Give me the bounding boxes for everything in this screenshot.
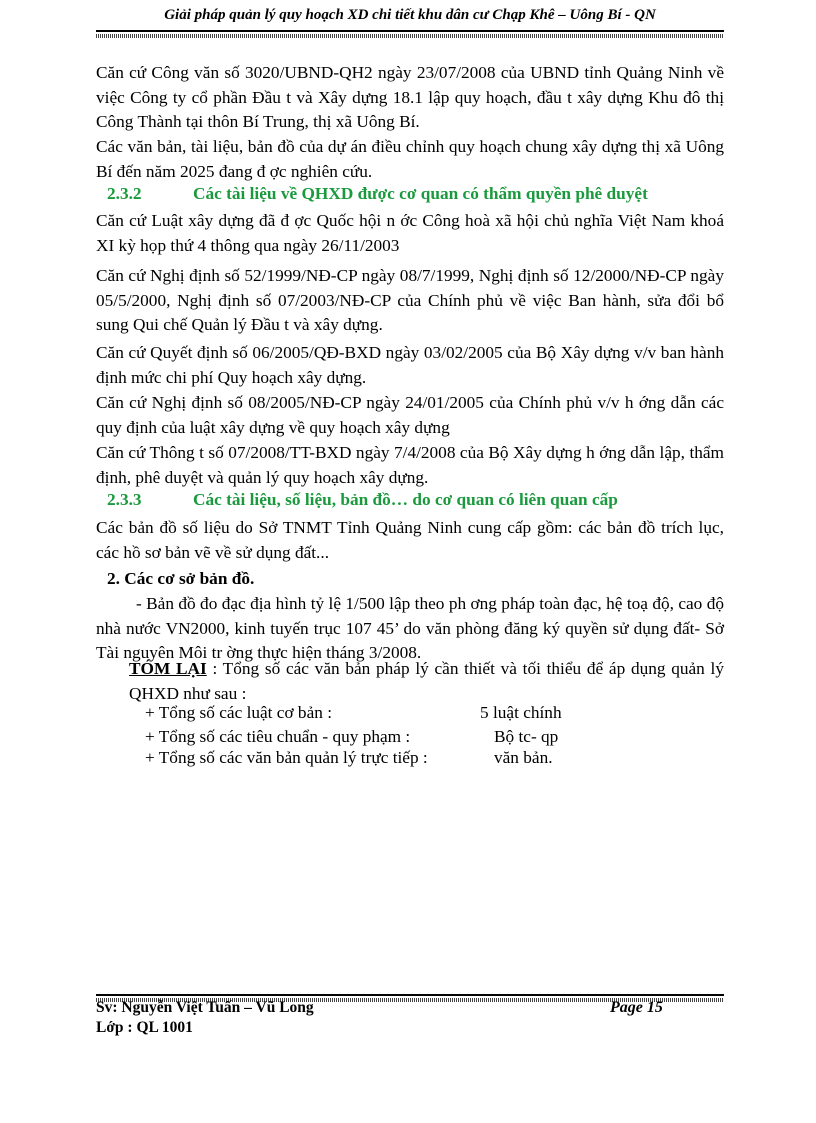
section-heading-2-3-3: [107, 490, 618, 510]
paragraph-circular: Căn cứ Thông t số 07/2008/TT-BXD ngày 7/4/2008 của Bộ Xây dựng h ớng dẫn lập, thẩm định, phê duyệt và quản lý quy hoạch xây dựng.: [96, 443, 724, 487]
section-heading-2-3-2: [107, 184, 648, 204]
footer-author: Sv: Nguyễn Việt Tuấn – Vũ Long: [96, 999, 314, 1016]
paragraph-decrees: Căn cứ Nghị định số 52/1999/NĐ-CP ngày 08/7/1999, Nghị định số 12/2000/NĐ-CP ngày 05/5/2000, Nghị định số 07/2003/NĐ-CP của Chính phủ về việc Ban hành, sửa đổi bổ sung Qui chế Quản lý Đầu t và xây dựng.: [96, 266, 724, 334]
page-number: Page 15: [610, 999, 663, 1016]
summary-label: TÓM LẠI: [129, 659, 207, 678]
list-item-label: + Tổng số các luật cơ bản :: [145, 703, 333, 722]
header-rule-pattern: [96, 34, 724, 38]
footer-class: Lớp : QL 1001: [96, 1019, 193, 1036]
section-number: 2.3.2: [107, 184, 142, 203]
summary-text: : Tổng số các văn bản pháp lý cần thiết và tối thiểu để áp dụng quản lý QHXD như sau :: [129, 659, 724, 703]
paragraph-maps: Các bản đồ số liệu do Sở TNMT Tỉnh Quảng Ninh cung cấp gồm: các bản đồ trích lục, các hồ sơ bản vẽ về sử dụng đất...: [96, 518, 724, 562]
section-title: Các tài liệu về QHXD được cơ quan có thẩm quyền phê duyệt: [193, 184, 648, 203]
list-item-label: + Tổng số các tiêu chuẩn - quy phạm :: [145, 727, 411, 746]
header-rule: [96, 30, 724, 32]
footer-rule: [96, 994, 724, 996]
summary-paragraph: [129, 657, 724, 706]
paragraph-survey-map: - Bản đồ đo đạc địa hình tỷ lệ 1/500 lập theo ph ơng pháp toàn đạc, hệ toạ độ, cao độ nhà nước VN2000, kinh tuyến trục 107 45’ do văn phòng đăng ký quyền sử dụng đất- Sở Tài nguyên Môi tr ờng thực hiện tháng 3/2008.: [96, 594, 724, 662]
section-2-heading: 2. Các cơ sở bản đồ.: [107, 569, 255, 588]
list-item-value: văn bản.: [494, 748, 553, 767]
paragraph-decree-08: Căn cứ Nghị định số 08/2005/NĐ-CP ngày 24/01/2005 của Chính phủ v/v h ớng dẫn các quy định của luật xây dựng về quy hoạch xây dựng: [96, 393, 724, 437]
list-item-value: Bộ tc- qp: [494, 727, 559, 746]
paragraph-construction-law: Căn cứ Luật xây dựng đã đ ợc Quốc hội n ớc Công hoà xã hội chủ nghĩa Việt Nam khoá XI kỳ họp thứ 4 thông qua ngày 26/11/2003: [96, 211, 724, 255]
paragraph-documents: Các văn bản, tài liệu, bản đồ của dự án điều chỉnh quy hoạch chung xây dựng thị xã Uông Bí đến năm 2025 đang đ ợc nghiên cứu.: [96, 137, 724, 181]
paragraph-decision: Căn cứ Quyết định số 06/2005/QĐ-BXD ngày 03/02/2005 của Bộ Xây dựng v/v ban hành định mức chi phí Quy hoạch xây dựng.: [96, 343, 724, 387]
list-item-label: + Tổng số các văn bản quản lý trực tiếp :: [145, 748, 428, 767]
list-item-value: 5 luật chính: [480, 703, 562, 722]
section-number: 2.3.3: [107, 490, 142, 509]
section-title: Các tài liệu, số liệu, bản đồ… do cơ quan có liên quan cấp: [193, 490, 618, 509]
running-header-title: Giải pháp quản lý quy hoạch XD chi tiết khu dân cư Chạp Khê – Uông Bí - QN: [164, 7, 656, 23]
paragraph-official-letter: Căn cứ Công văn số 3020/UBND-QH2 ngày 23/07/2008 của UBND tỉnh Quảng Ninh về việc Công ty cổ phần Đầu t và Xây dựng 18.1 lập quy hoạch, đầu t xây dựng Khu đô thị Công Thành tại thôn Bí Trung, thị xã Uông Bí.: [96, 63, 724, 131]
